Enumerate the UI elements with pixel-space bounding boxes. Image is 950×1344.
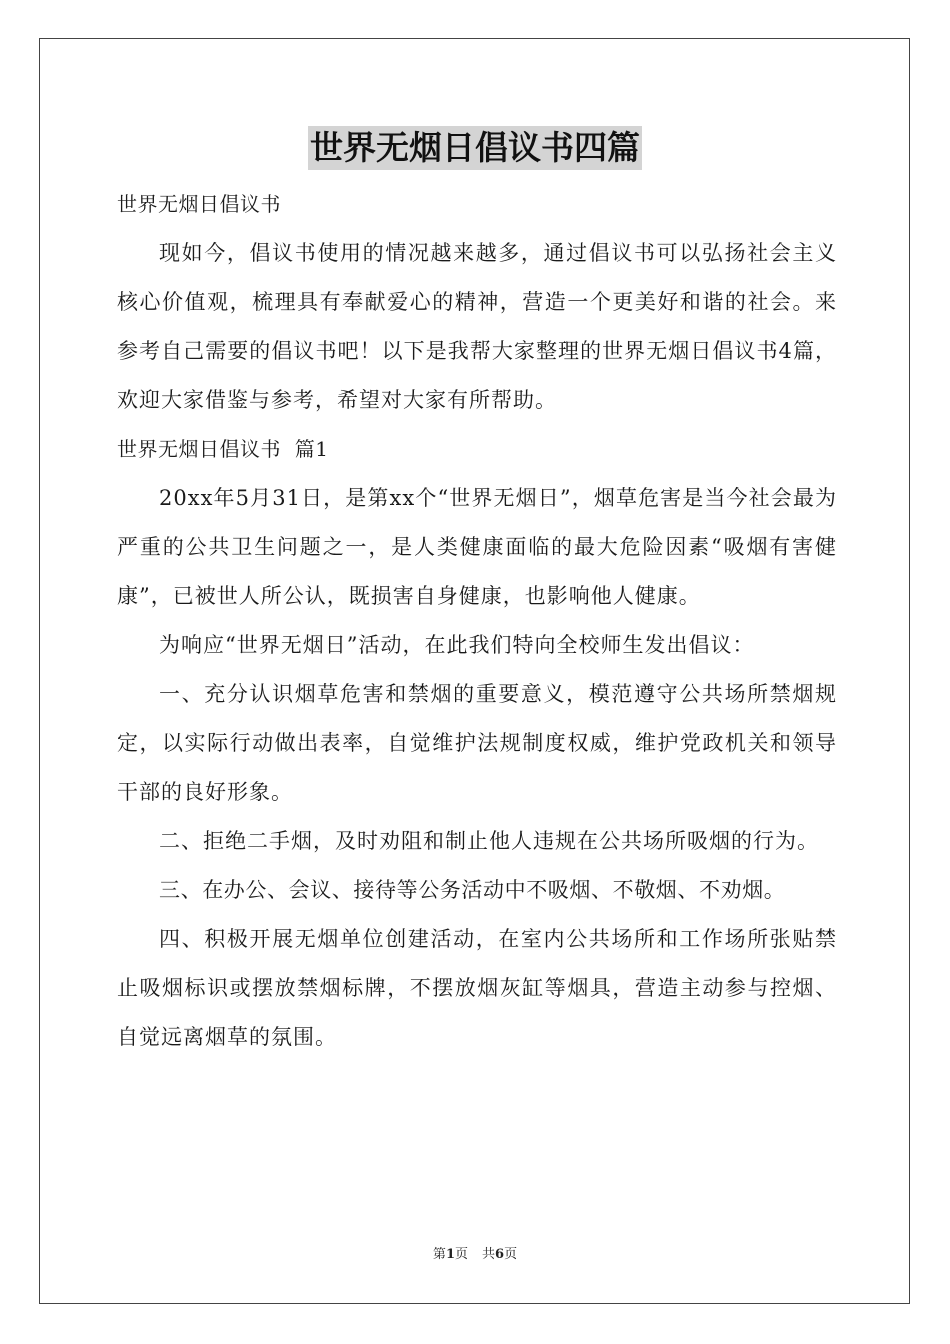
- body-paragraph: 四、积极开展无烟单位创建活动，在室内公共场所和工作场所张贴禁止吸烟标识或摆放禁烟标牌，不摆放烟灰缸等烟具，营造主动参与控烟、自觉远离烟草的氛围。: [117, 927, 837, 1049]
- body-paragraph: 20xx年5月31日，是第xx个“世界无烟日”，烟草危害是当今社会最为严重的公共卫生问题之一，是人类健康面临的最大危险因素“吸烟有害健康”，已被世人所公认，既损害自身健康，也影响他人健康。: [117, 486, 837, 608]
- page-suffix: 页: [454, 1247, 468, 1262]
- body-paragraph: 为响应“世界无烟日”活动，在此我们特向全校师生发出倡议：: [159, 633, 755, 657]
- page-footer: [0, 1243, 950, 1262]
- page-prefix: 第: [432, 1247, 446, 1262]
- document-body: [117, 180, 837, 1062]
- document-title: 世界无烟日倡议书四篇: [308, 126, 642, 170]
- page-current: 1: [445, 1247, 455, 1262]
- section-heading-intro: 世界无烟日倡议书: [117, 192, 281, 216]
- body-paragraph: 三、在办公、会议、接待等公务活动中不吸烟、不敬烟、不劝烟。: [159, 878, 786, 902]
- body-paragraph: 一、充分认识烟草危害和禁烟的重要意义，模范遵守公共场所禁烟规定，以实际行动做出表率，自觉维护法规制度权威，维护党政机关和领导干部的良好形象。: [117, 682, 837, 804]
- title-container: [0, 126, 950, 170]
- page-total: 6: [495, 1247, 505, 1262]
- section-heading-part1: 世界无烟日倡议书 篇1: [117, 437, 329, 461]
- total-prefix: 共: [482, 1247, 496, 1262]
- total-suffix: 页: [504, 1247, 518, 1262]
- body-paragraph: 二、拒绝二手烟，及时劝阻和制止他人违规在公共场所吸烟的行为。: [159, 829, 819, 853]
- intro-paragraph: 现如今，倡议书使用的情况越来越多，通过倡议书可以弘扬社会主义核心价值观，梳理具有奉献爱心的精神，营造一个更美好和谐的社会。来参考自己需要的倡议书吧！以下是我帮大家整理的世界无烟日倡议书4篇，欢迎大家借鉴与参考，希望对大家有所帮助。: [117, 241, 837, 412]
